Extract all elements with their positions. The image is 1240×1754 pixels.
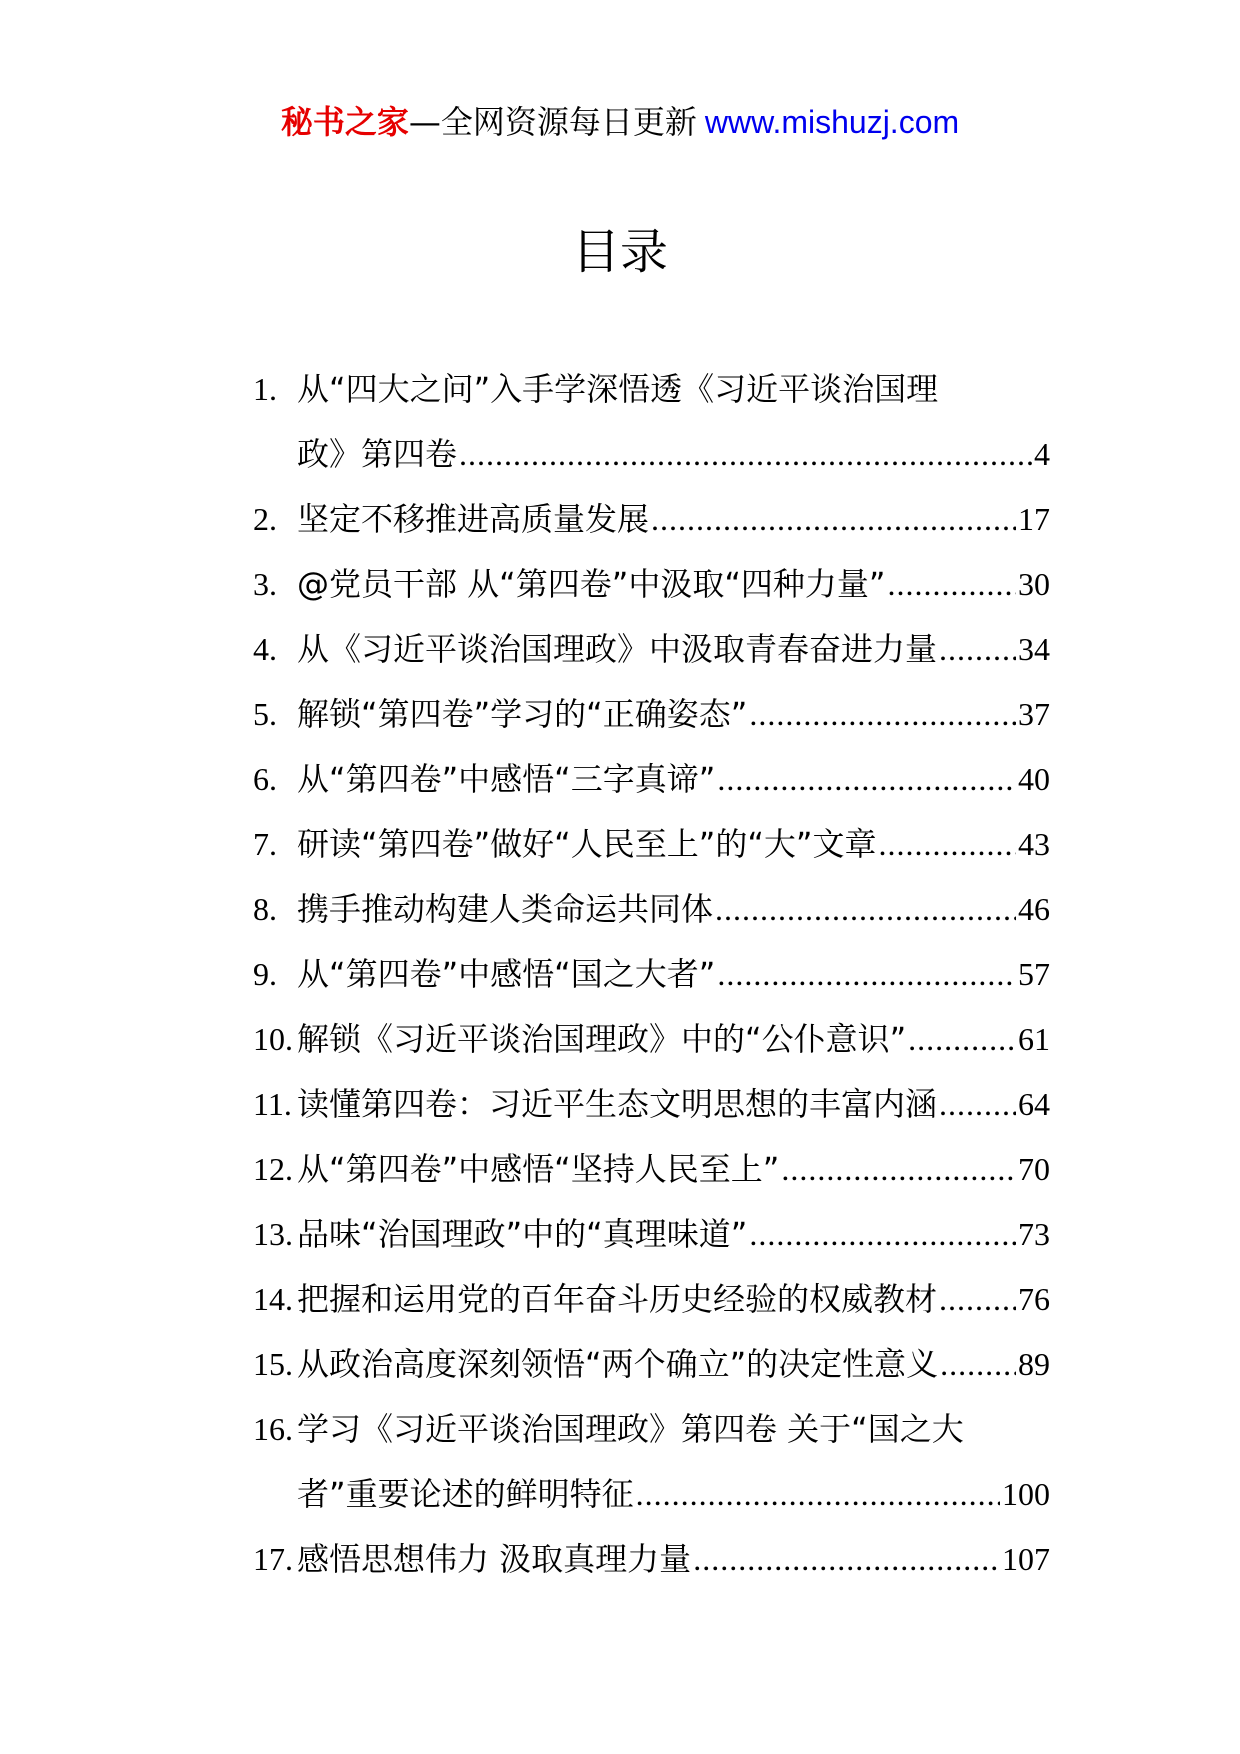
toc-number: 8. xyxy=(253,891,277,927)
toc-entry-14[interactable] xyxy=(253,1267,1050,1332)
toc-line xyxy=(253,877,1050,942)
toc-line xyxy=(253,942,1050,1007)
toc-leader-dots xyxy=(693,1527,1000,1592)
toc-number: 6. xyxy=(253,761,277,797)
toc-leader-dots xyxy=(939,617,1016,682)
toc-page-number: 4 xyxy=(1034,436,1050,472)
toc-title: 从“四大之问”入手学深悟透《习近平谈治国理 xyxy=(297,370,939,408)
toc-number: 7. xyxy=(253,826,277,862)
toc-number: 4. xyxy=(253,631,277,667)
toc-title: 把握和运用党的百年奋斗历史经验的权威教材 xyxy=(297,1280,938,1318)
toc-number: 10. xyxy=(253,1021,293,1057)
toc-page-number: 43 xyxy=(1018,826,1050,862)
toc-line xyxy=(253,747,1050,812)
toc-entry-4[interactable] xyxy=(253,617,1050,682)
toc-page-number: 34 xyxy=(1018,631,1050,667)
toc-line xyxy=(253,1332,1050,1397)
toc-leader-dots xyxy=(749,1202,1016,1267)
toc-leader-dots xyxy=(908,1007,1016,1072)
site-url-link[interactable]: www.mishuzj.com xyxy=(704,104,960,140)
toc-page-number: 64 xyxy=(1018,1086,1050,1122)
toc-page-number: 89 xyxy=(1018,1346,1050,1382)
toc-entry-1[interactable] xyxy=(253,357,1050,487)
toc-number: 3. xyxy=(253,566,277,602)
toc-number: 14. xyxy=(253,1281,293,1317)
toc-entry-11[interactable] xyxy=(253,1072,1050,1137)
toc-line xyxy=(253,812,1050,877)
toc-number: 1. xyxy=(253,371,277,407)
toc-leader-dots xyxy=(459,422,1032,487)
toc-title: 从《习近平谈治国理政》中汲取青春奋进力量 xyxy=(297,630,938,668)
toc-entry-6[interactable] xyxy=(253,747,1050,812)
toc-title: @党员干部 从“第四卷”中汲取“四种力量” xyxy=(297,565,886,603)
toc-line xyxy=(253,1072,1050,1137)
toc-leader-dots xyxy=(878,812,1016,877)
toc-title: 读懂第四卷：习近平生态文明思想的丰富内涵 xyxy=(297,1085,938,1123)
toc-entry-8[interactable] xyxy=(253,877,1050,942)
toc-line xyxy=(253,1007,1050,1072)
toc-title: 从“第四卷”中感悟“坚持人民至上” xyxy=(297,1150,780,1188)
toc-line xyxy=(253,617,1050,682)
toc-entry-10[interactable] xyxy=(253,1007,1050,1072)
toc-title: 学习《习近平谈治国理政》第四卷 关于“国之大 xyxy=(297,1410,964,1448)
toc-entry-12[interactable] xyxy=(253,1137,1050,1202)
toc-line xyxy=(253,422,1050,487)
toc-leader-dots xyxy=(940,1332,1016,1397)
toc-line xyxy=(253,1137,1050,1202)
toc-entry-16[interactable] xyxy=(253,1397,1050,1527)
toc-line xyxy=(253,552,1050,617)
toc-entry-2[interactable] xyxy=(253,487,1050,552)
toc-line xyxy=(253,1267,1050,1332)
toc-leader-dots xyxy=(636,1462,1000,1527)
toc-page-number: 107 xyxy=(1002,1541,1050,1577)
toc-leader-dots xyxy=(781,1137,1016,1202)
toc-page-number: 30 xyxy=(1018,566,1050,602)
toc-number: 2. xyxy=(253,501,277,537)
site-brand: 秘书之家 xyxy=(280,103,409,141)
toc-entry-9[interactable] xyxy=(253,942,1050,1007)
toc-title: 品味“治国理政”中的“真理味道” xyxy=(297,1215,748,1253)
toc-number: 9. xyxy=(253,956,277,992)
toc-entry-3[interactable] xyxy=(253,552,1050,617)
toc-title: 从政治高度深刻领悟“两个确立”的决定性意义 xyxy=(297,1345,939,1383)
toc-entry-5[interactable] xyxy=(253,682,1050,747)
toc-line xyxy=(253,1202,1050,1267)
toc-page-number: 17 xyxy=(1018,501,1050,537)
toc-page-number: 76 xyxy=(1018,1281,1050,1317)
table-of-contents xyxy=(253,357,1050,1592)
toc-leader-dots xyxy=(717,942,1016,1007)
toc-number: 5. xyxy=(253,696,277,732)
toc-line xyxy=(253,1462,1050,1527)
toc-title: 从“第四卷”中感悟“国之大者” xyxy=(297,955,716,993)
toc-title-continued: 者”重要论述的鲜明特征 xyxy=(297,1475,634,1513)
toc-leader-dots xyxy=(717,747,1016,812)
toc-leader-dots xyxy=(939,1072,1016,1137)
toc-number: 16. xyxy=(253,1411,293,1447)
toc-leader-dots xyxy=(888,552,1017,617)
toc-title: 感悟思想伟力 汲取真理力量 xyxy=(297,1540,692,1578)
toc-entry-7[interactable] xyxy=(253,812,1050,877)
toc-title: 解锁“第四卷”学习的“正确姿态” xyxy=(297,695,748,733)
toc-title-continued: 政》第四卷 xyxy=(297,435,458,473)
toc-leader-dots xyxy=(715,877,1016,942)
toc-leader-dots xyxy=(939,1267,1016,1332)
toc-number: 15. xyxy=(253,1346,293,1382)
toc-page-number: 70 xyxy=(1018,1151,1050,1187)
toc-number: 13. xyxy=(253,1216,293,1252)
toc-title: 携手推动构建人类命运共同体 xyxy=(297,890,714,928)
toc-leader-dots xyxy=(749,682,1016,747)
toc-line xyxy=(253,487,1050,552)
toc-line xyxy=(253,1527,1050,1592)
toc-line xyxy=(253,1397,1050,1462)
toc-page-number: 40 xyxy=(1018,761,1050,797)
toc-leader-dots xyxy=(651,487,1016,552)
page-title: 目录 xyxy=(571,224,668,280)
toc-page-number: 61 xyxy=(1018,1021,1050,1057)
toc-number: 17. xyxy=(253,1541,293,1577)
toc-page-number: 46 xyxy=(1018,891,1050,927)
toc-entry-15[interactable] xyxy=(253,1332,1050,1397)
toc-page-number: 57 xyxy=(1018,956,1050,992)
toc-page-number: 73 xyxy=(1018,1216,1050,1252)
toc-line xyxy=(253,357,1050,422)
toc-page-number: 100 xyxy=(1002,1476,1050,1512)
toc-entry-13[interactable] xyxy=(253,1202,1050,1267)
toc-title: 坚定不移推进高质量发展 xyxy=(297,500,650,538)
toc-line xyxy=(253,682,1050,747)
site-header xyxy=(0,100,1240,144)
toc-title: 从“第四卷”中感悟“三字真谛” xyxy=(297,760,716,798)
toc-page-number: 37 xyxy=(1018,696,1050,732)
toc-title: 研读“第四卷”做好“人民至上”的“大”文章 xyxy=(297,825,877,863)
toc-title: 解锁《习近平谈治国理政》中的“公仆意识” xyxy=(297,1020,907,1058)
toc-entry-17[interactable] xyxy=(253,1527,1050,1592)
toc-number: 11. xyxy=(253,1086,292,1122)
toc-number: 12. xyxy=(253,1151,293,1187)
site-slogan: —全网资源每日更新 xyxy=(408,103,697,141)
